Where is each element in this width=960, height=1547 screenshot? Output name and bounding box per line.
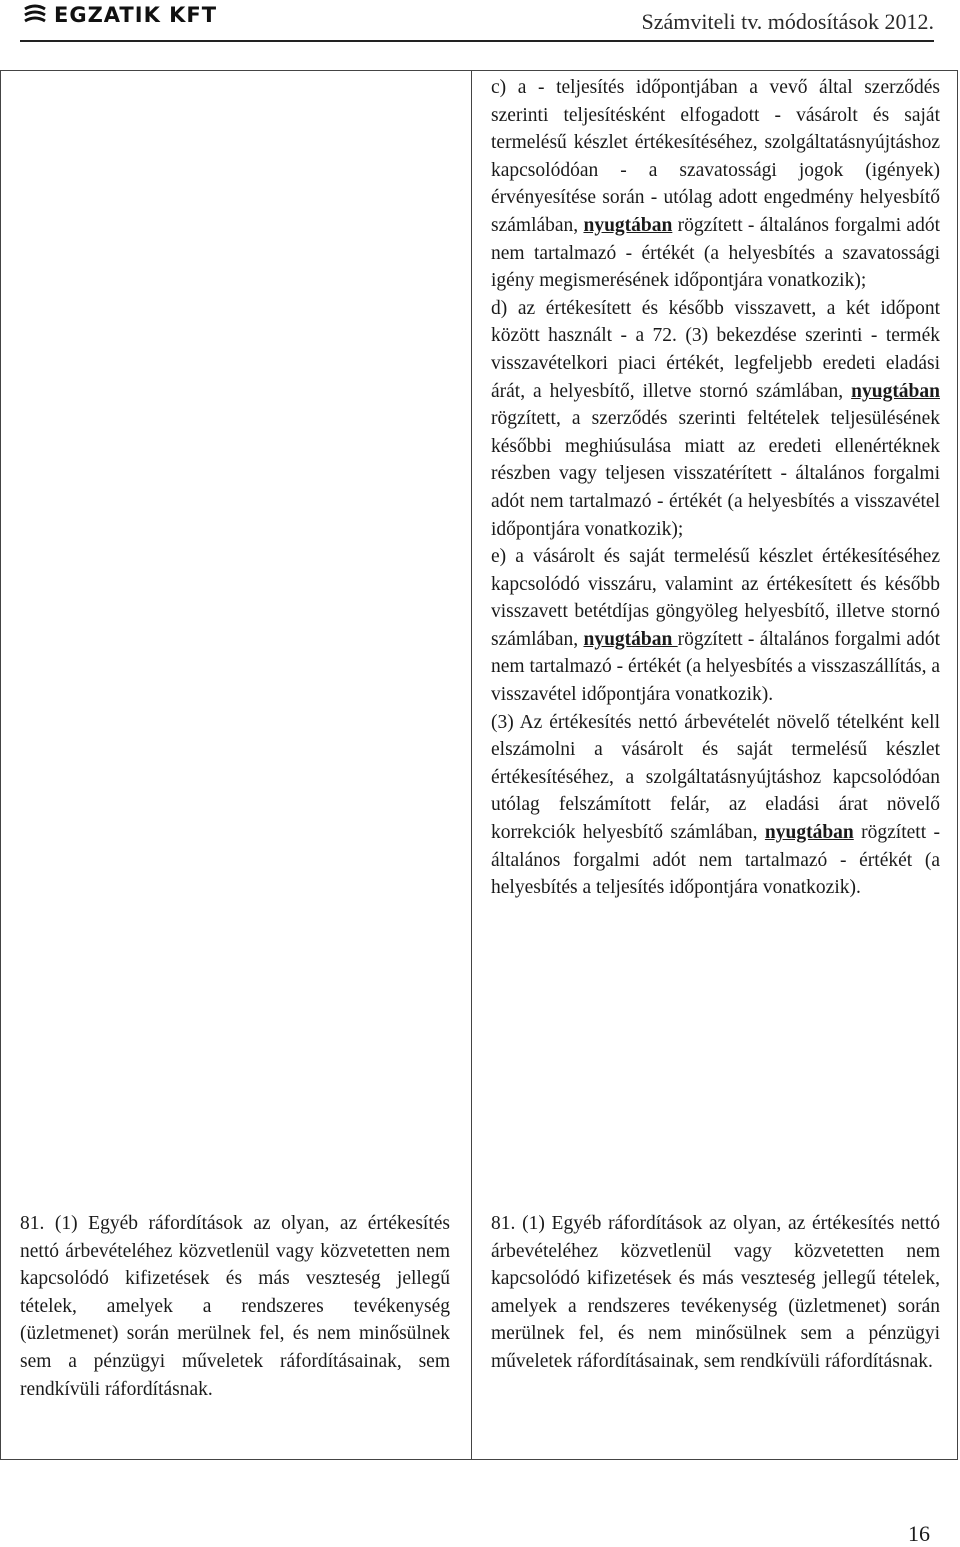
right-column-top-cell: [491, 74, 940, 902]
left-column-section-81: 81. (1) Egyéb ráfordítások az olyan, az értékesítés nettó árbevételéhez közvetlenül vagy közvetetten nem kapcsolódó kifizetések és más veszteség jellegű tételek, amelyek a rendszeres tevékenység (üzletmenet) során merülnek fel, és nem minősülnek sem a pénzügyi műveletek ráfordításainak, sem rendkívüli ráfordításnak.: [20, 1213, 450, 1400]
amended-word: nyugtában: [583, 214, 673, 236]
comparison-table: [0, 70, 958, 1460]
paragraph-3: (3) Az értékesítés nettó árbevételét növelő tételként kell elszámolni a vásárolt és saját termelésű készlet értékesítéséhez, a szolgáltatásnyújtáshoz kapcsolódóan utólag felszámított felár, az eladási árat növelő korrekciók helyesbítő számlában, nyugtában rögzített - általános forgalmi adót nem tartalmazó - értékét (a helyesbítés a teljesítés időpontjára vonatkozik).: [491, 711, 940, 899]
right-column-section-81: 81. (1) Egyéb ráfordítások az olyan, az értékesítés nettó árbevételéhez közvetlenül vagy közvetetten nem kapcsolódó kifizetések és más veszteség jellegű tételek, amelyek a rendszeres tevékenység (üzletmenet) során merülnek fel, és nem minősülnek sem a pénzügyi műveletek ráfordításainak, sem rendkívüli ráfordításnak.: [491, 1213, 940, 1372]
company-name: EGZATIK KFT: [54, 3, 218, 27]
page-header: [20, 0, 934, 42]
document-title: Számviteli tv. módosítások 2012.: [641, 9, 934, 34]
paragraph-e: e) a vásárolt és saját termelésű készlet értékesítéséhez kapcsolódó visszáru, valamint az értékesített és később visszavett betétdíjas göngyöleg helyesbítő, illetve stornó számlában, nyugtában rögzített - általános forgalmi adót nem tartalmazó - értékét (a helyesbítés a visszaszállítás, a visszavétel időpontjára vonatkozik).: [491, 546, 940, 706]
paragraph-d: d) az értékesített és később visszavett, a két időpont között használt - a 72. (3) bekezdése szerinti - termék visszavételkori piaci értékét, legfeljebb eredeti eladási árát, a helyesbítő, illetve stornó számlában, nyugtában rögzített, a szerződés szerinti feltételek teljesülésének későbbi meghiúsulása miatt az eredeti ellenértéknek részben vagy teljesen visszatérített - általános forgalmi adót nem tartalmazó - értékét (a helyesbítés a visszavétel időpontjára vonatkozik);: [491, 297, 940, 540]
page-number: 16: [908, 1521, 930, 1546]
paragraph-c: c) a - teljesítés időpontjában a vevő által szerződés szerinti teljesítésként elfogadott - vásárolt és saját termelésű készlet értékesítéséhez, szolgáltatásnyújtáshoz kapcsolódóan - a szavatossági jogok (igények) érvényesítése során - utólag adott engedmény helyesbítő számlában, nyugtában rögzített - általános forgalmi adót nem tartalmazó - értékét (a helyesbítés a szavatossági igény megismerésének időpontjára vonatkozik);: [491, 77, 940, 292]
amended-word: nyugtában: [583, 628, 678, 650]
amended-word: nyugtában: [851, 380, 940, 402]
company-logo: [22, 3, 217, 27]
amended-word: nyugtában: [764, 822, 854, 844]
column-divider: [471, 71, 472, 1459]
logo-mark-icon: [22, 3, 48, 27]
